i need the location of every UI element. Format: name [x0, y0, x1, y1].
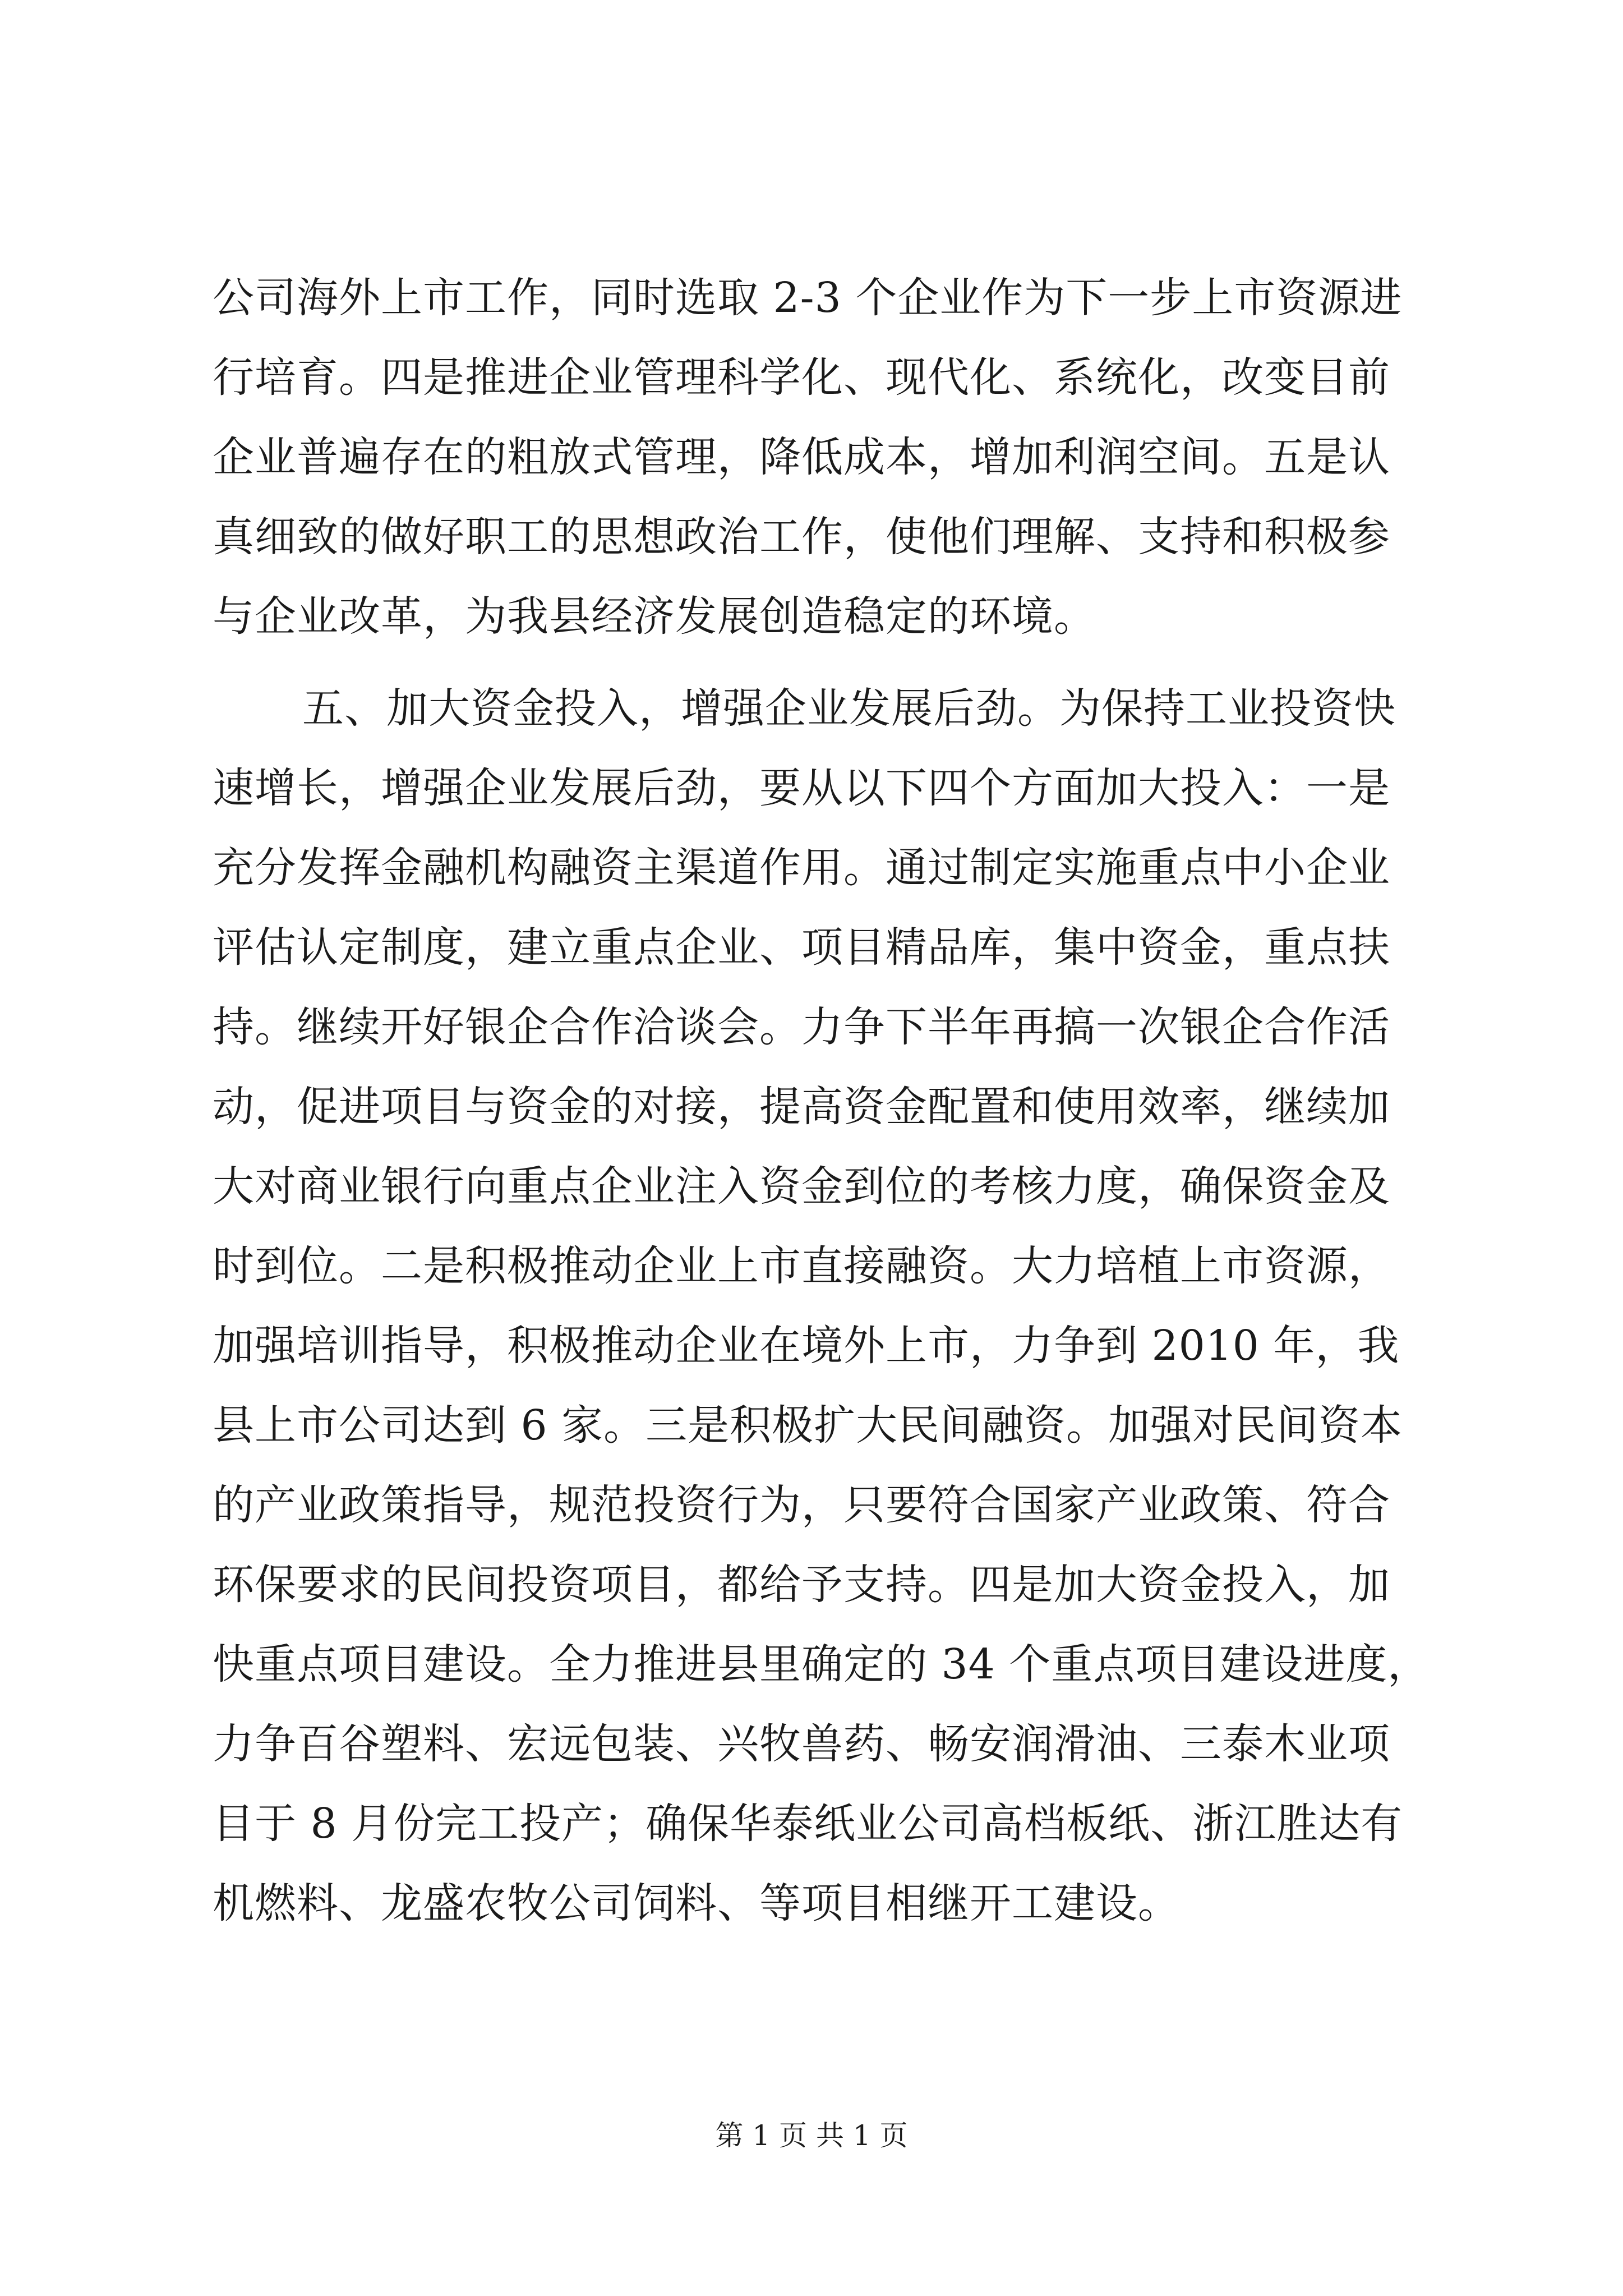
text-line: 充分发挥金融机构融资主渠道作用。通过制定实施重点中小企业 — [213, 844, 1390, 892]
text-line: 的产业政策指导，规范投资行为，只要符合国家产业政策、符合 — [213, 1481, 1390, 1529]
paragraph-2 — [213, 669, 1430, 1943]
paragraph-1 — [213, 258, 1418, 656]
text-line: 加强培训指导，积极推动企业在境外上市，力争到 2010 年，我 — [213, 1322, 1400, 1370]
text-line: 环保要求的民间投资项目，都给予支持。四是加大资金投入，加 — [213, 1561, 1390, 1609]
text-line: 评估认定制度，建立重点企业、项目精品库，集中资金，重点扶 — [213, 923, 1390, 972]
text-line: 真细致的做好职工的思想政治工作，使他们理解、支持和积极参 — [213, 513, 1390, 561]
text-line: 速增长，增强企业发展后劲，要从以下四个方面加大投入：一是 — [213, 764, 1390, 812]
document-body — [213, 258, 1430, 1943]
text-line: 县上市公司达到 6 家。三是积极扩大民间融资。加强对民间资本 — [213, 1401, 1403, 1450]
text-line: 五、加大资金投入，增强企业发展后劲。为保持工业投资快 — [302, 684, 1396, 733]
text-line: 与企业改革，为我县经济发展创造稳定的环境。 — [213, 592, 1096, 641]
text-line: 大对商业银行向重点企业注入资金到位的考核力度，确保资金及 — [213, 1162, 1390, 1211]
text-line: 持。继续开好银企合作洽谈会。力争下半年再搞一次银企合作活 — [213, 1003, 1390, 1051]
text-line: 时到位。二是积极推动企业上市直接融资。大力培植上市资源， — [213, 1242, 1390, 1290]
page-number-label: 第 1 页 共 1 页 — [715, 2119, 908, 2152]
text-line: 企业普遍存在的粗放式管理，降低成本，增加利润空间。五是认 — [213, 433, 1390, 481]
text-line: 目于 8 月份完工投产；确保华泰纸业公司高档板纸、浙江胜达有 — [213, 1800, 1403, 1848]
text-line: 动，促进项目与资金的对接，提高资金配置和使用效率，继续加 — [213, 1083, 1390, 1131]
text-line: 快重点项目建设。全力推进县里确定的 34 个重点项目建设进度， — [213, 1640, 1430, 1688]
text-line: 机燃料、龙盛农牧公司饲料、等项目相继开工建设。 — [213, 1879, 1180, 1927]
text-line: 力争百谷塑料、宏远包装、兴牧兽药、畅安润滑油、三泰木业项 — [213, 1720, 1390, 1768]
paragraph-spacer — [213, 656, 1418, 669]
text-line: 公司海外上市工作，同时选取 2-3 个企业作为下一步上市资源进 — [213, 274, 1403, 322]
page-footer — [0, 2116, 1623, 2155]
text-line: 行培育。四是推进企业管理科学化、现代化、系统化，改变目前 — [213, 353, 1390, 402]
